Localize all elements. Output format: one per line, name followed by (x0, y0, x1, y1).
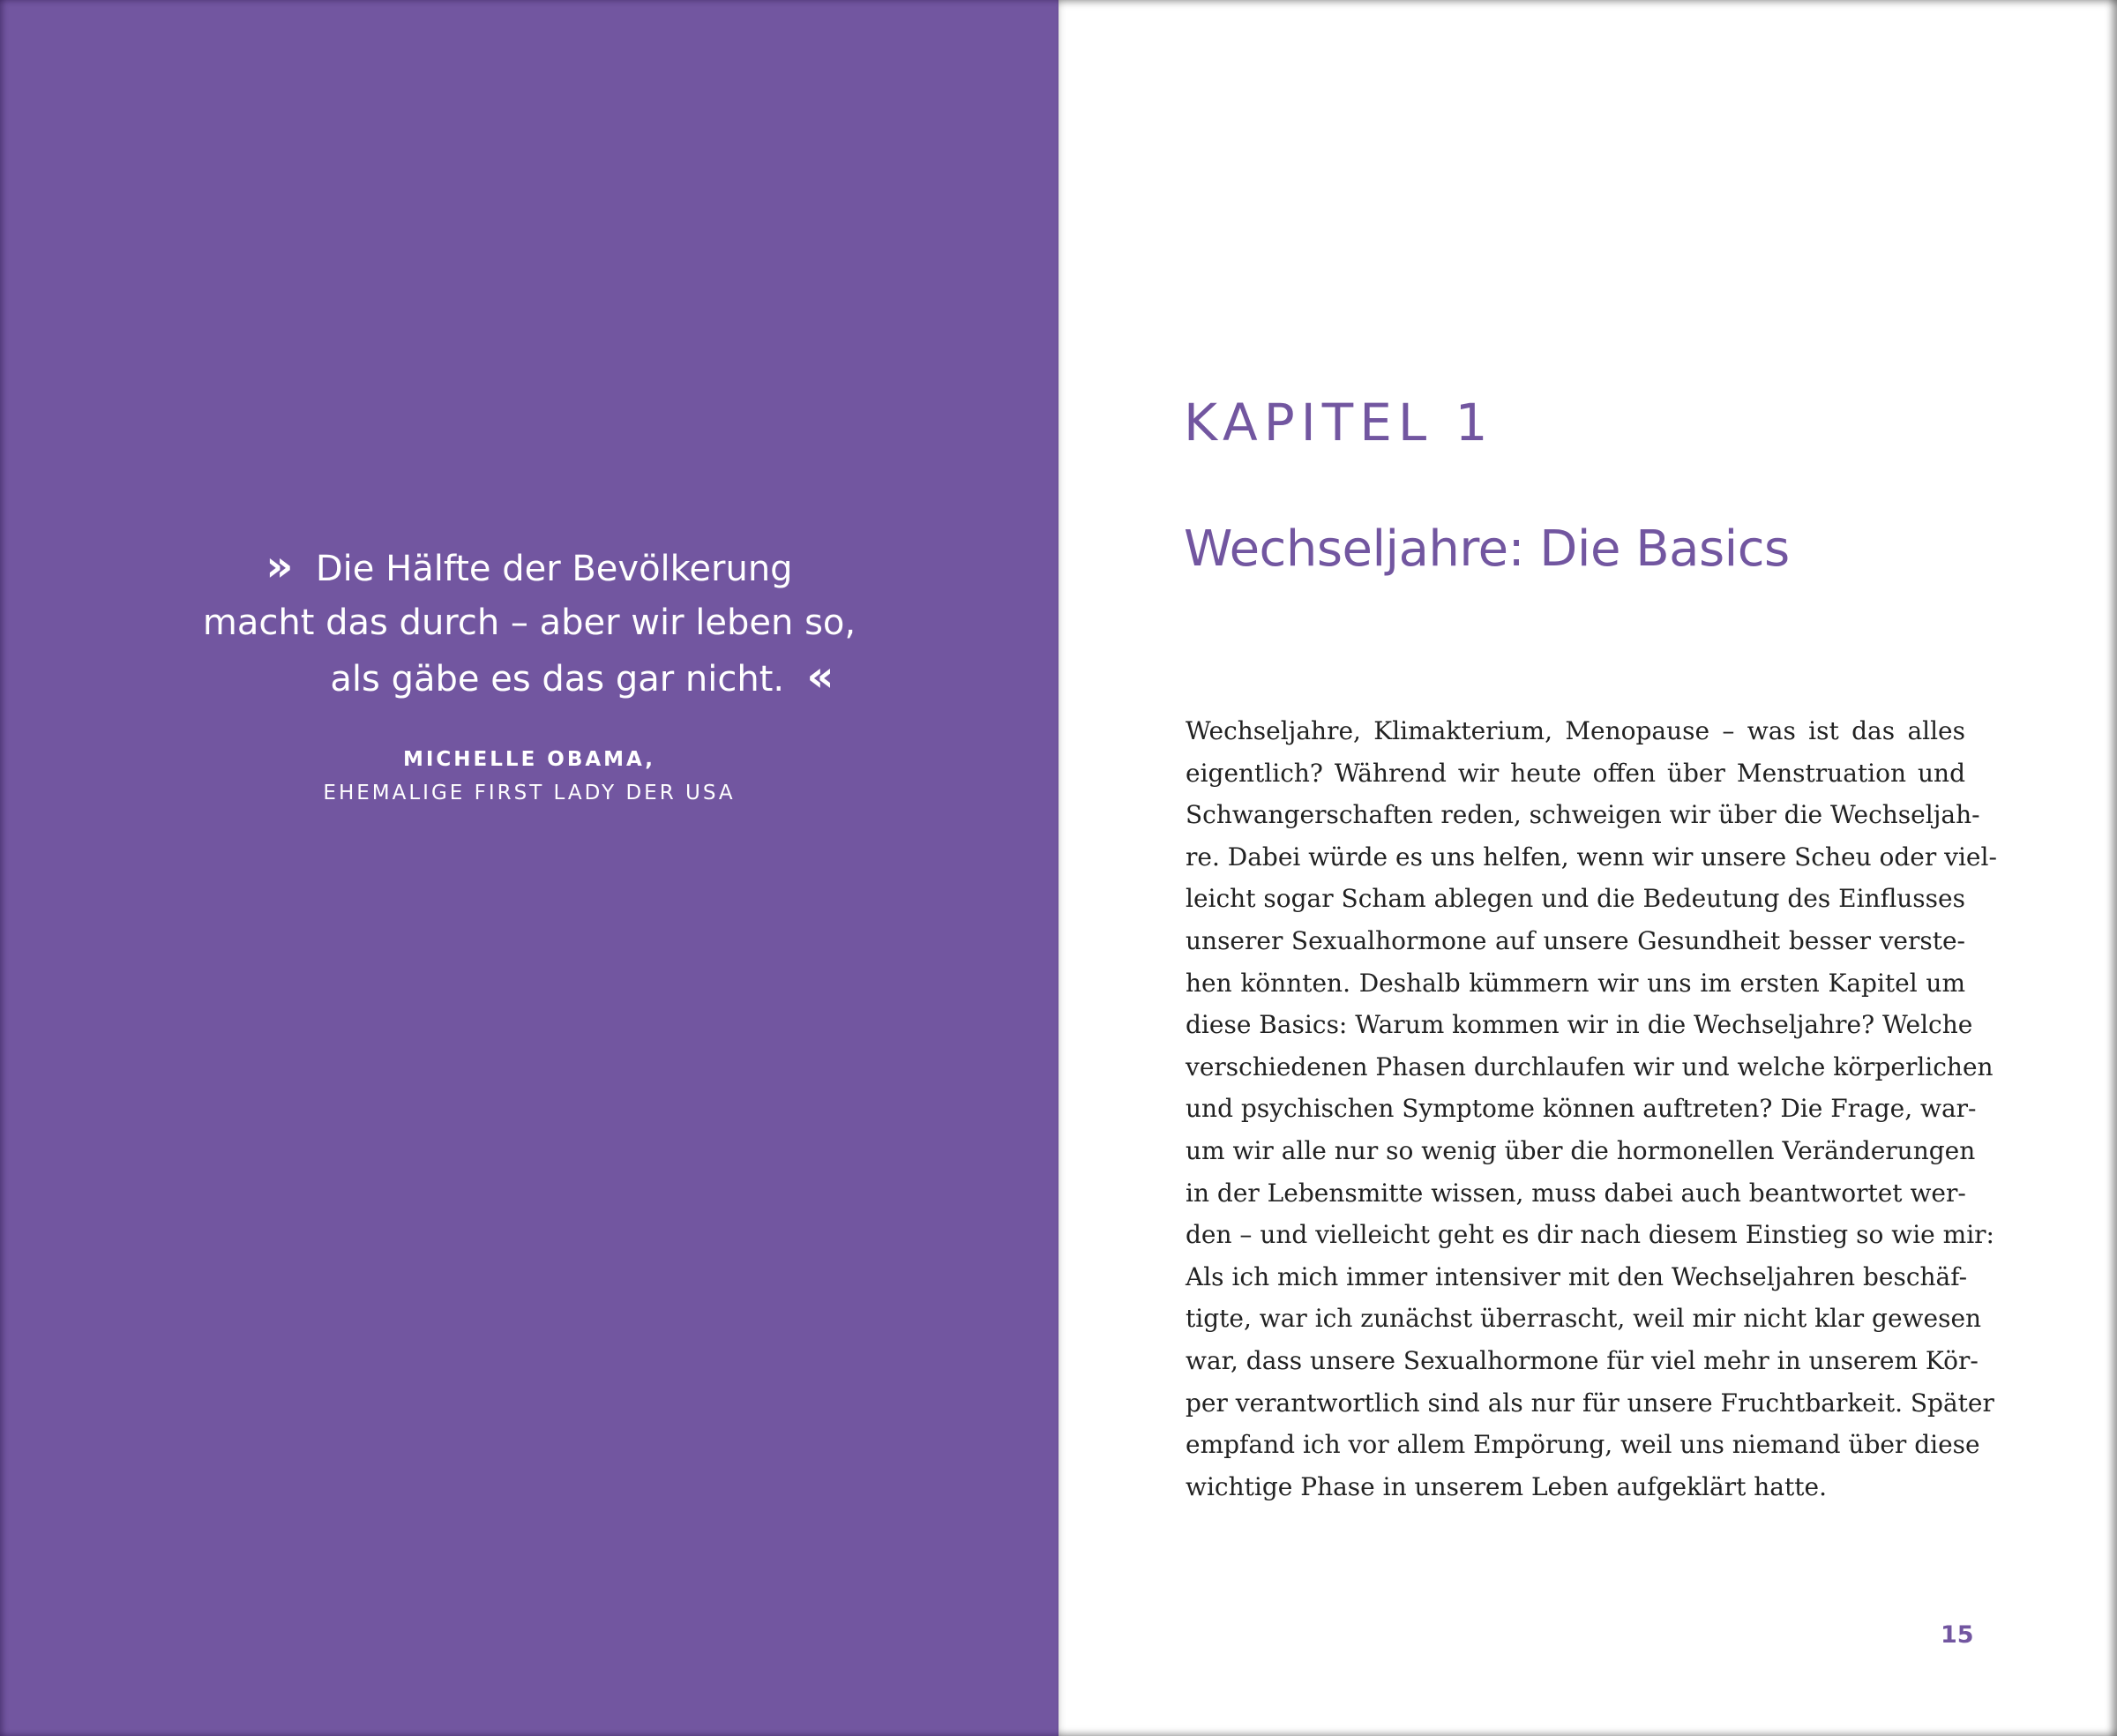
body-line: eigentlich? Während wir heute offen über Menstruation und (1186, 758, 1965, 788)
body-line: tigte, war ich zunächst überrascht, weil mir nicht klar gewesen (1186, 1304, 1982, 1334)
page-number: 15 (1941, 1621, 1974, 1649)
attribution-name: MICHELLE OBAMA, (402, 748, 656, 771)
body-line: wichtige Phase in unserem Leben aufgeklärt hatte. (1186, 1471, 1827, 1501)
body-line: in der Lebensmitte wissen, muss dabei auch beantwortet wer- (1186, 1178, 1966, 1208)
body-line: unserer Sexualhormone auf unsere Gesundheit besser verste- (1186, 925, 1965, 955)
body-line: empfand ich vor allem Empörung, weil uns niemand über diese (1186, 1430, 1980, 1460)
quote-line: als gäbe es das gar nicht. « (330, 652, 834, 701)
left-page (0, 0, 1058, 1736)
chapter-label: KAPITEL 1 (1184, 393, 1494, 453)
attribution-role: EHEMALIGE FIRST LADY DER USA (323, 782, 736, 804)
body-line: re. Dabei würde es uns helfen, wenn wir unsere Scheu oder viel- (1186, 842, 1997, 872)
body-line: und psychischen Symptome können auftreten? Die Frage, war- (1186, 1094, 1977, 1124)
quote-attribution (176, 743, 882, 810)
body-paragraph (1186, 710, 1997, 1508)
body-line: war, dass unsere Sexualhormone für viel mehr in unserem Kör- (1186, 1345, 1979, 1375)
body-line: Als ich mich immer intensiver mit den Wechseljahren beschäf- (1186, 1261, 1968, 1291)
body-line: verschiedenen Phasen durchlaufen wir und welche körperlichen (1186, 1051, 1994, 1081)
body-line: um wir alle nur so wenig über die hormonellen Veränderungen (1186, 1135, 1976, 1165)
body-line: diese Basics: Warum kommen wir in die Wechseljahre? Welche (1186, 1010, 1973, 1040)
body-line: hen könnten. Deshalb kümmern wir uns im ersten Kapitel um (1186, 968, 1965, 998)
open-quote-mark-icon: » (266, 542, 294, 591)
body-line: Wechseljahre, Klimakterium, Menopause – was ist das alles (1186, 716, 1965, 745)
body-line: per verantwortlich sind als nur für unsere Fruchtbarkeit. Später (1186, 1388, 1994, 1418)
chapter-title: Wechseljahre: Die Basics (1184, 520, 1790, 578)
quote-line: » Die Hälfte der Bevölkerung (266, 542, 793, 591)
close-quote-mark-icon: « (806, 652, 834, 701)
body-line: den – und vielleicht geht es dir nach diesem Einstieg so wie mir: (1186, 1220, 1994, 1250)
quote-line: macht das durch – aber wir leben so, (202, 602, 857, 643)
pull-quote (176, 540, 882, 707)
body-line: Schwangerschaften reden, schweigen wir über die Wechseljah- (1186, 800, 1980, 830)
body-line: leicht sogar Scham ablegen und die Bedeutung des Einflusses (1186, 884, 1965, 914)
